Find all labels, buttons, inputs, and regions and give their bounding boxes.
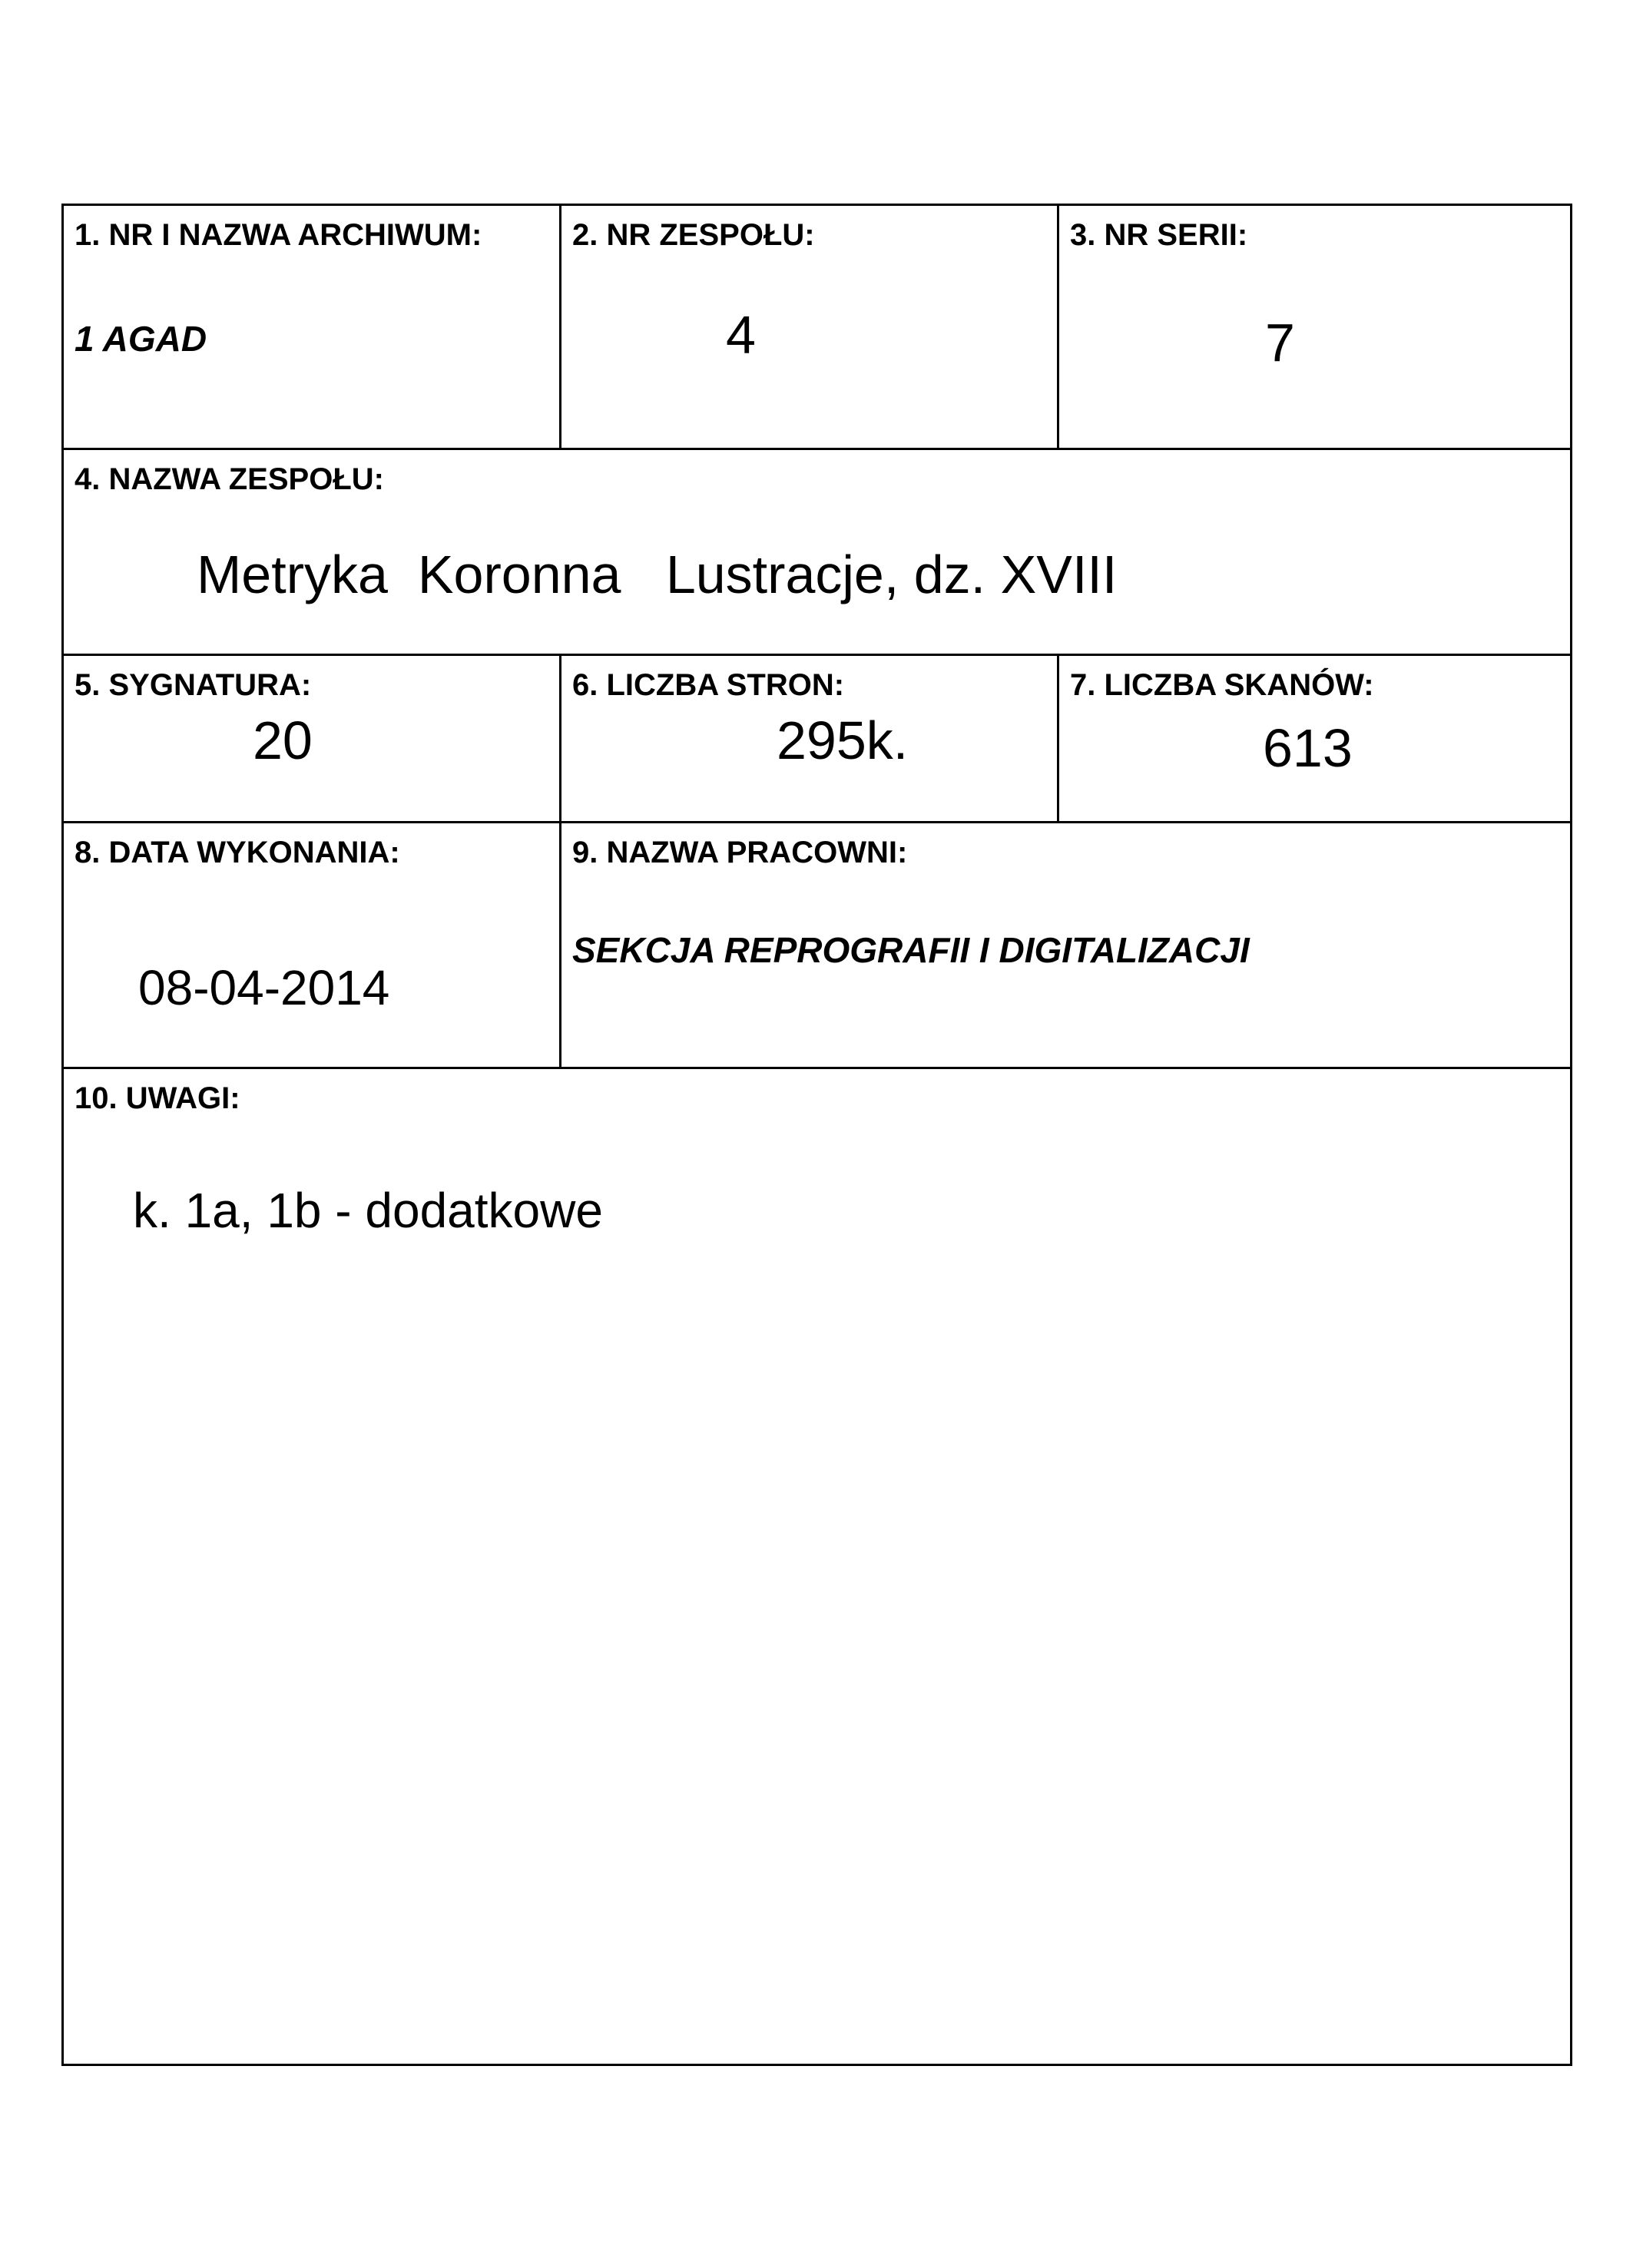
fonds-name-value: Metryka Koronna Lustracje, dz. XVIII [197,545,1118,604]
archive-cell [64,206,561,450]
archive-label: 1. NR I NAZWA ARCHIWUM: [75,218,482,252]
workshop-label: 9. NAZWA PRACOWNI: [572,836,908,869]
signature-value: 20 [253,710,313,770]
metadata-form [61,204,1572,2066]
date-value: 08-04-2014 [138,960,390,1015]
signature-label: 5. SYGNATURA: [75,668,312,702]
fonds-name-label: 4. NAZWA ZESPOŁU: [75,462,384,496]
remarks-label: 10. UWAGI: [75,1081,240,1115]
signature-cell [64,656,561,823]
fonds-number-label: 2. NR ZESPOŁU: [572,218,815,252]
series-number-cell [1059,206,1570,450]
fonds-number-value: 4 [726,305,756,365]
series-number-label: 3. NR SERII: [1070,218,1248,252]
scan-count-label: 7. LICZBA SKANÓW: [1070,668,1374,702]
page-count-cell [561,656,1059,823]
archive-value: 1 AGAD [75,319,207,359]
series-number-value: 7 [1265,313,1295,372]
scan-count-cell [1059,656,1570,823]
fonds-name-cell [64,450,1570,656]
scan-count-value: 613 [1263,718,1353,778]
date-cell [64,823,561,1069]
fonds-number-cell [561,206,1059,450]
page-count-label: 6. LICZBA STRON: [572,668,845,702]
workshop-value: SEKCJA REPROGRAFII I DIGITALIZACJI [572,930,1250,970]
remarks-cell [64,1069,1570,2064]
workshop-cell [561,823,1570,1069]
page-count-value: 295k. [777,710,909,770]
date-label: 8. DATA WYKONANIA: [75,836,400,869]
remarks-value: k. 1a, 1b - dodatkowe [133,1183,603,1238]
